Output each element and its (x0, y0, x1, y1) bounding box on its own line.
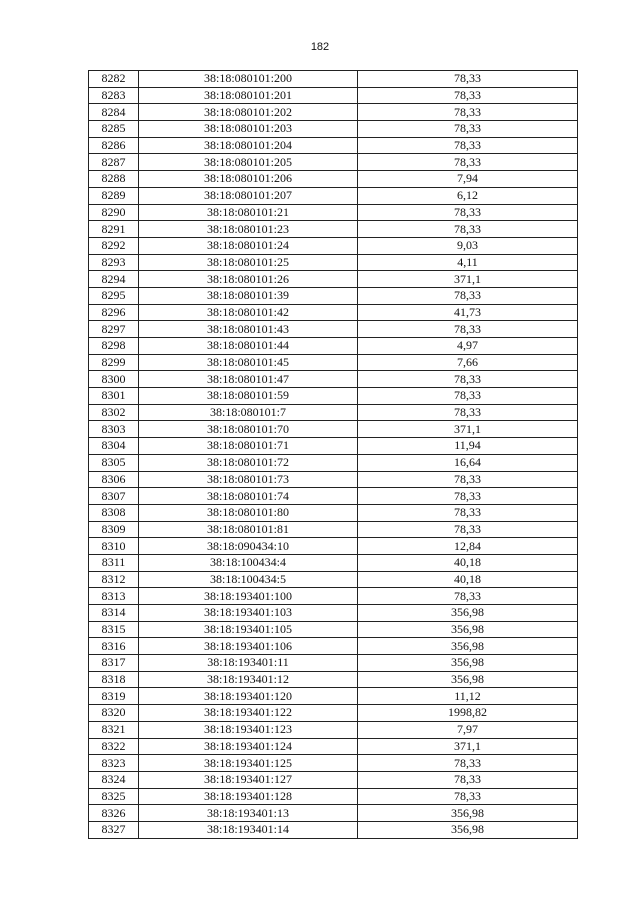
row-index-cell: 8297 (89, 321, 139, 338)
table-row (89, 304, 578, 321)
page-number: 182 (310, 41, 330, 53)
value-cell: 78,33 (358, 788, 578, 805)
cadastral-number-cell: 38:18:080101:205 (139, 154, 358, 171)
value-cell: 78,33 (358, 771, 578, 788)
row-index-cell: 8291 (89, 221, 139, 238)
row-index-cell: 8310 (89, 538, 139, 555)
row-index-cell: 8284 (89, 104, 139, 121)
row-index-cell: 8307 (89, 488, 139, 505)
row-index-cell: 8286 (89, 137, 139, 154)
value-cell: 356,98 (358, 638, 578, 655)
value-cell: 7,66 (358, 354, 578, 371)
value-cell: 7,97 (358, 721, 578, 738)
value-cell: 40,18 (358, 571, 578, 588)
row-index-cell: 8283 (89, 87, 139, 104)
table-row (89, 388, 578, 405)
table-row (89, 71, 578, 88)
cadastral-number-cell: 38:18:080101:39 (139, 287, 358, 304)
row-index-cell: 8319 (89, 688, 139, 705)
row-index-cell: 8301 (89, 388, 139, 405)
value-cell: 371,1 (358, 271, 578, 288)
row-index-cell: 8324 (89, 771, 139, 788)
value-cell: 356,98 (358, 655, 578, 672)
row-index-cell: 8313 (89, 588, 139, 605)
table-row (89, 671, 578, 688)
cadastral-number-cell: 38:18:193401:105 (139, 621, 358, 638)
cadastral-number-cell: 38:18:080101:42 (139, 304, 358, 321)
value-cell: 7,94 (358, 171, 578, 188)
table-row (89, 788, 578, 805)
value-cell: 356,98 (358, 821, 578, 838)
cadastral-number-cell: 38:18:080101:204 (139, 137, 358, 154)
cadastral-number-cell: 38:18:193401:125 (139, 755, 358, 772)
cadastral-number-cell: 38:18:080101:71 (139, 438, 358, 455)
cadastral-number-cell: 38:18:080101:81 (139, 521, 358, 538)
value-cell: 78,33 (358, 204, 578, 221)
table-row (89, 171, 578, 188)
row-index-cell: 8295 (89, 287, 139, 304)
value-cell: 6,12 (358, 187, 578, 204)
cadastral-number-cell: 38:18:080101:203 (139, 121, 358, 138)
value-cell: 371,1 (358, 421, 578, 438)
cadastral-number-cell: 38:18:193401:14 (139, 821, 358, 838)
value-cell: 16,64 (358, 454, 578, 471)
table-row (89, 221, 578, 238)
value-cell: 4,11 (358, 254, 578, 271)
row-index-cell: 8314 (89, 605, 139, 622)
row-index-cell: 8292 (89, 237, 139, 254)
table-row (89, 154, 578, 171)
value-cell: 78,33 (358, 121, 578, 138)
table-row (89, 404, 578, 421)
value-cell: 78,33 (358, 287, 578, 304)
cadastral-number-cell: 38:18:080101:43 (139, 321, 358, 338)
value-cell: 78,33 (358, 154, 578, 171)
value-cell: 78,33 (358, 504, 578, 521)
table-row (89, 605, 578, 622)
cadastral-number-cell: 38:18:100434:5 (139, 571, 358, 588)
table-row (89, 237, 578, 254)
value-cell: 11,94 (358, 438, 578, 455)
table-row (89, 771, 578, 788)
row-index-cell: 8305 (89, 454, 139, 471)
table-row (89, 521, 578, 538)
table-row (89, 338, 578, 355)
cadastral-number-cell: 38:18:193401:123 (139, 721, 358, 738)
value-cell: 78,33 (358, 87, 578, 104)
cadastral-table (88, 70, 578, 839)
row-index-cell: 8298 (89, 338, 139, 355)
value-cell: 356,98 (358, 671, 578, 688)
cadastral-number-cell: 38:18:193401:128 (139, 788, 358, 805)
value-cell: 78,33 (358, 755, 578, 772)
row-index-cell: 8326 (89, 805, 139, 822)
cadastral-number-cell: 38:18:080101:80 (139, 504, 358, 521)
value-cell: 78,33 (358, 371, 578, 388)
table-row (89, 721, 578, 738)
cadastral-number-cell: 38:18:080101:72 (139, 454, 358, 471)
table-row (89, 121, 578, 138)
row-index-cell: 8294 (89, 271, 139, 288)
cadastral-number-cell: 38:18:090434:10 (139, 538, 358, 555)
row-index-cell: 8282 (89, 71, 139, 88)
table-row (89, 271, 578, 288)
table-row (89, 287, 578, 304)
value-cell: 371,1 (358, 738, 578, 755)
table-row (89, 554, 578, 571)
row-index-cell: 8306 (89, 471, 139, 488)
row-index-cell: 8296 (89, 304, 139, 321)
row-index-cell: 8289 (89, 187, 139, 204)
cadastral-number-cell: 38:18:080101:70 (139, 421, 358, 438)
value-cell: 356,98 (358, 805, 578, 822)
row-index-cell: 8321 (89, 721, 139, 738)
cadastral-number-cell: 38:18:080101:202 (139, 104, 358, 121)
cadastral-number-cell: 38:18:080101:206 (139, 171, 358, 188)
value-cell: 78,33 (358, 404, 578, 421)
value-cell: 356,98 (358, 621, 578, 638)
cadastral-number-cell: 38:18:193401:11 (139, 655, 358, 672)
row-index-cell: 8315 (89, 621, 139, 638)
value-cell: 12,84 (358, 538, 578, 555)
row-index-cell: 8299 (89, 354, 139, 371)
cadastral-number-cell: 38:18:193401:127 (139, 771, 358, 788)
table-row (89, 738, 578, 755)
cadastral-number-cell: 38:18:080101:44 (139, 338, 358, 355)
value-cell: 78,33 (358, 471, 578, 488)
row-index-cell: 8285 (89, 121, 139, 138)
table-row (89, 254, 578, 271)
cadastral-number-cell: 38:18:080101:47 (139, 371, 358, 388)
value-cell: 356,98 (358, 605, 578, 622)
table-body (89, 71, 578, 839)
table-row (89, 354, 578, 371)
value-cell: 78,33 (358, 137, 578, 154)
cadastral-number-cell: 38:18:080101:59 (139, 388, 358, 405)
table-row (89, 371, 578, 388)
table-row (89, 104, 578, 121)
table-row (89, 321, 578, 338)
row-index-cell: 8293 (89, 254, 139, 271)
cadastral-number-cell: 38:18:080101:25 (139, 254, 358, 271)
table-row (89, 588, 578, 605)
value-cell: 78,33 (358, 321, 578, 338)
row-index-cell: 8309 (89, 521, 139, 538)
row-index-cell: 8325 (89, 788, 139, 805)
row-index-cell: 8318 (89, 671, 139, 688)
cadastral-number-cell: 38:18:193401:106 (139, 638, 358, 655)
value-cell: 11,12 (358, 688, 578, 705)
row-index-cell: 8312 (89, 571, 139, 588)
cadastral-number-cell: 38:18:080101:74 (139, 488, 358, 505)
value-cell: 78,33 (358, 588, 578, 605)
row-index-cell: 8320 (89, 705, 139, 722)
row-index-cell: 8304 (89, 438, 139, 455)
cadastral-number-cell: 38:18:080101:73 (139, 471, 358, 488)
cadastral-number-cell: 38:18:193401:13 (139, 805, 358, 822)
table-row (89, 504, 578, 521)
value-cell: 78,33 (358, 488, 578, 505)
table-row (89, 805, 578, 822)
cadastral-number-cell: 38:18:080101:21 (139, 204, 358, 221)
row-index-cell: 8302 (89, 404, 139, 421)
table-row (89, 454, 578, 471)
row-index-cell: 8323 (89, 755, 139, 772)
cadastral-number-cell: 38:18:080101:45 (139, 354, 358, 371)
table-row (89, 755, 578, 772)
row-index-cell: 8308 (89, 504, 139, 521)
row-index-cell: 8327 (89, 821, 139, 838)
cadastral-number-cell: 38:18:193401:100 (139, 588, 358, 605)
table-row (89, 688, 578, 705)
value-cell: 78,33 (358, 388, 578, 405)
table-row (89, 87, 578, 104)
cadastral-number-cell: 38:18:193401:124 (139, 738, 358, 755)
cadastral-number-cell: 38:18:080101:26 (139, 271, 358, 288)
table-row (89, 204, 578, 221)
value-cell: 9,03 (358, 237, 578, 254)
table-row (89, 421, 578, 438)
table-row (89, 705, 578, 722)
row-index-cell: 8288 (89, 171, 139, 188)
table-row (89, 538, 578, 555)
row-index-cell: 8322 (89, 738, 139, 755)
row-index-cell: 8290 (89, 204, 139, 221)
value-cell: 78,33 (358, 104, 578, 121)
row-index-cell: 8311 (89, 554, 139, 571)
table-row (89, 471, 578, 488)
cadastral-number-cell: 38:18:080101:23 (139, 221, 358, 238)
cadastral-number-cell: 38:18:193401:122 (139, 705, 358, 722)
table-row (89, 488, 578, 505)
value-cell: 78,33 (358, 221, 578, 238)
cadastral-number-cell: 38:18:080101:201 (139, 87, 358, 104)
value-cell: 41,73 (358, 304, 578, 321)
row-index-cell: 8300 (89, 371, 139, 388)
row-index-cell: 8287 (89, 154, 139, 171)
cadastral-number-cell: 38:18:193401:120 (139, 688, 358, 705)
cadastral-number-cell: 38:18:080101:207 (139, 187, 358, 204)
cadastral-number-cell: 38:18:193401:12 (139, 671, 358, 688)
value-cell: 4,97 (358, 338, 578, 355)
value-cell: 78,33 (358, 521, 578, 538)
cadastral-number-cell: 38:18:080101:24 (139, 237, 358, 254)
table-row (89, 571, 578, 588)
value-cell: 40,18 (358, 554, 578, 571)
table-row (89, 187, 578, 204)
row-index-cell: 8316 (89, 638, 139, 655)
cadastral-number-cell: 38:18:080101:7 (139, 404, 358, 421)
table-row (89, 137, 578, 154)
cadastral-number-cell: 38:18:193401:103 (139, 605, 358, 622)
table-row (89, 638, 578, 655)
table-row (89, 821, 578, 838)
cadastral-number-cell: 38:18:100434:4 (139, 554, 358, 571)
row-index-cell: 8317 (89, 655, 139, 672)
value-cell: 1998,82 (358, 705, 578, 722)
table-row (89, 655, 578, 672)
row-index-cell: 8303 (89, 421, 139, 438)
table-row (89, 438, 578, 455)
table-row (89, 621, 578, 638)
cadastral-number-cell: 38:18:080101:200 (139, 71, 358, 88)
value-cell: 78,33 (358, 71, 578, 88)
